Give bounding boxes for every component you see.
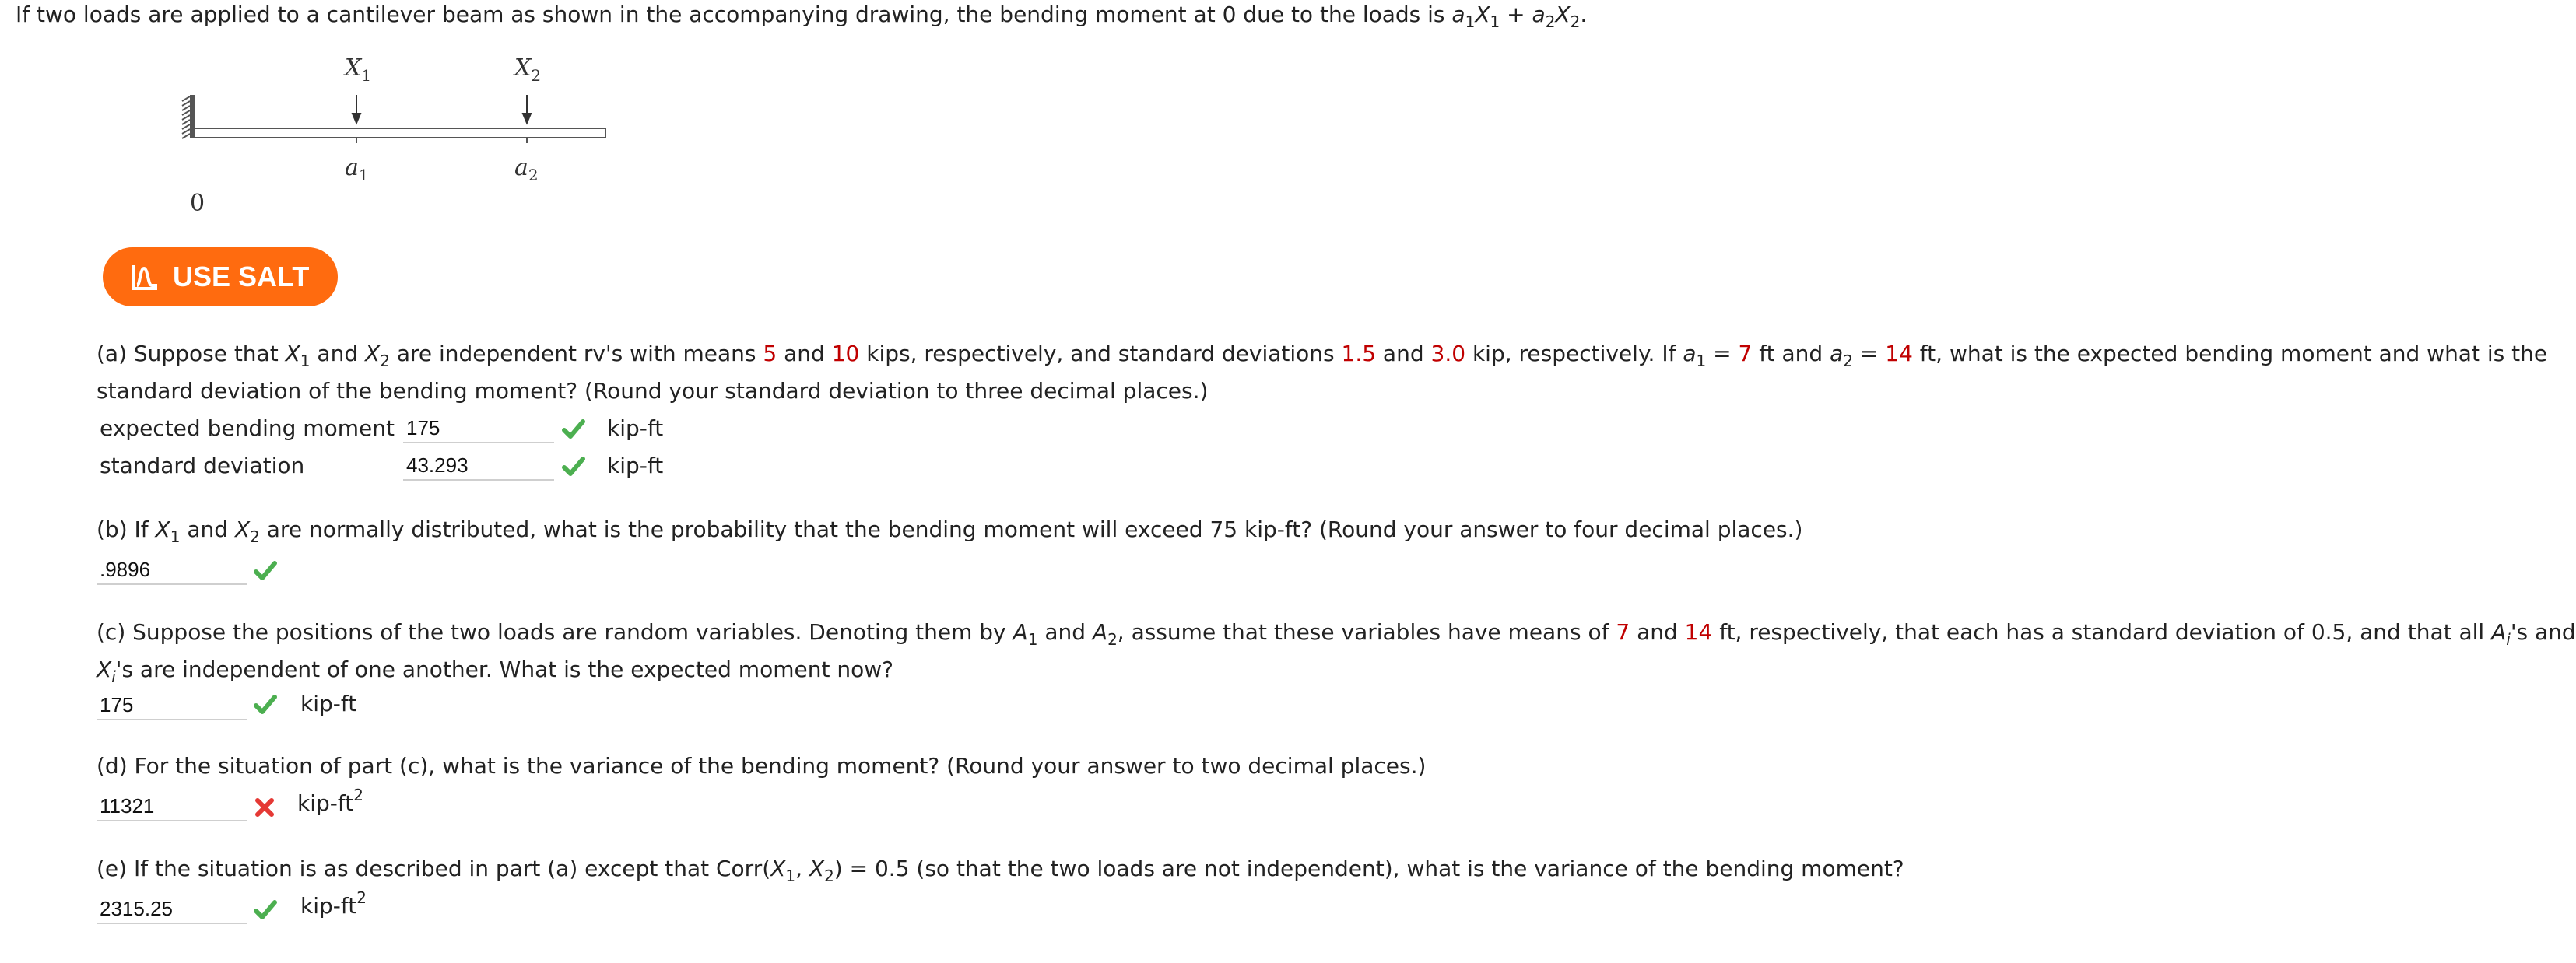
part-c-question-line2: $X_i's$ are independent of one another. What is the expected moment now? [97,657,893,686]
load-arrow-2 [523,95,531,123]
part-e-question: (e) If the situation is as described in part (a) except that $Corr(X_1$, $X_2) = 0.5$ (so that the two loads are not independent), what is the variance of the bending moment? [97,856,1904,885]
part-c-unit: kip-ft [300,691,357,716]
label-origin: 0 [190,190,205,217]
check-icon [562,456,585,478]
check-icon [254,560,277,582]
part-e-unit: kip-$ft^2$ [300,888,367,919]
label-x2: $X_2$ [514,54,542,85]
check-icon [254,899,277,921]
beam [195,128,605,138]
x-icon [254,797,275,818]
wall-hatching [182,96,190,138]
expected-moment-unit: kip-ft [607,415,664,441]
check-icon [254,694,277,716]
part-d-input[interactable]: 11321 [97,792,247,821]
part-a-question-line1: (a) Suppose that $X_1$ and $X_2$ are independent rv's with means 5 and 10 kips, respectively, and standard deviations 1.5 and 3.0 kip, respectively. If $a_1 = 7$ ft and $a_2 = 14$ ft, what is the expected bending moment and what is the [97,341,2548,370]
use-salt-label: USE SALT [173,261,310,292]
part-d-unit: kip-$ft^2$ [297,786,363,816]
problem-intro: If two loads are applied to a cantilever beam as shown in the accompanying drawing, the bending moment at 0 due to the loads is $a_1X_1 + a_2X_2$. [16,2,1588,31]
part-c-input[interactable]: 175 [97,691,247,720]
label-a1: $a_1$ [345,154,369,184]
load-arrow-1 [353,95,360,123]
salt-chart-icon [131,262,160,292]
label-a2: $a_2$ [514,154,539,184]
expected-moment-input[interactable]: 175 [403,414,554,443]
std-dev-label: standard deviation [100,453,305,478]
cantilever-beam-diagram [179,47,630,226]
part-a-question-line2: standard deviation of the bending moment? (Round your standard deviation to three decimal places.) [97,378,1209,404]
std-dev-unit: kip-ft [607,453,664,478]
use-salt-button[interactable] [103,247,338,306]
check-icon [562,418,585,440]
part-b-question: (b) If $X_1$ and $X_2$ are normally distributed, what is the probability that the bending moment will exceed 75 kip-ft? (Round your answer to four decimal places.) [97,517,1803,546]
label-x1: $X_1$ [345,54,372,85]
part-e-input[interactable]: 2315.25 [97,895,247,924]
part-c-question-line1: (c) Suppose the positions of the two loads are random variables. Denoting them by $A_1$ and $A_2$, assume that these variables have means of 7 and 14 ft, respectively, that each has a standard deviation of 0.5, and that all $A_i's$ and [97,619,2576,649]
part-b-input[interactable]: .9896 [97,555,247,585]
part-d-question: (d) For the situation of part (c), what is the variance of the bending moment? (Round your answer to two decimal places.) [97,753,1427,779]
expected-moment-label: expected bending moment [100,415,395,441]
std-dev-input[interactable]: 43.293 [403,451,554,481]
